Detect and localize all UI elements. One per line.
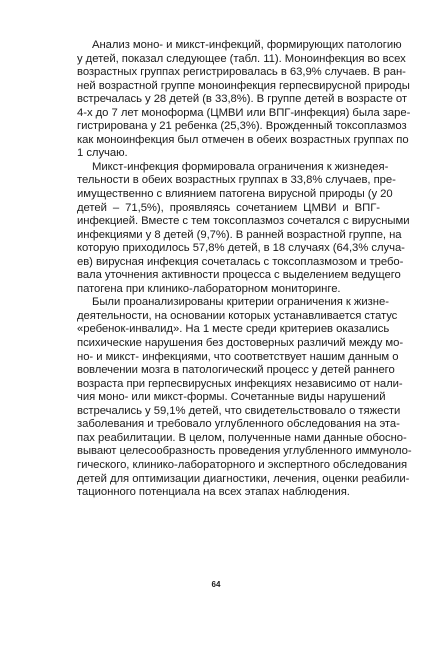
text-line: чия моно- или микст-формы. Сочетанные виды нарушений: [77, 391, 386, 404]
text-line: имущественно с влиянием патогена вирусной природы (у 20: [77, 188, 393, 201]
text-line: ней возрастной группе моноинфекция герпесвирусной природы: [77, 79, 410, 92]
text-line: встречались у 59,1% детей, что свидетельствовало о тяжести: [77, 404, 401, 417]
text-line: гистрирована у 21 ребенка (25,3%). Врожденный токсоплазмоз: [77, 120, 407, 133]
text-line: деятельности, на основании которых устанавливается статус: [77, 309, 398, 322]
paragraph: [77, 160, 410, 296]
text-line: гического, клинико-лабораторного и экспертного обследования: [77, 458, 408, 471]
text-line: возрастных группах регистрировалась в 63,9% случаев. В ран-: [77, 66, 406, 79]
text-line: инфекциями у 8 детей (9,7%). В ранней возрастной группе, на: [77, 228, 402, 241]
text-line: Анализ моно- и микст-инфекций, формирующих патологию: [92, 39, 402, 51]
text-line: детей для оптимизации диагностики, лечения, оценки реабили-: [77, 472, 410, 485]
text-line: ев) вирусная инфекция сочеталась с токсоплазмозом и требо-: [77, 255, 404, 268]
text-line: вывают целесообразность проведения углубленного иммуноло-: [77, 445, 412, 458]
text-line: Микст-инфекция формировала ограничения к жизнедея-: [92, 160, 389, 173]
text-line: как моноинфекция был отмечен в обеих возрастных группах по: [77, 133, 409, 146]
page-number: 64: [211, 580, 221, 589]
text-line: 4-х до 7 лет моноформа (ЦМВИ или ВПГ-инфекция) была заре-: [77, 106, 411, 119]
text-line: тационного потенциала на всех этапах наблюдения.: [77, 486, 350, 499]
text-line: инфекцией. Вместе с тем токсоплазмоз сочетался с вирусными: [77, 215, 410, 228]
text-line: но- и микст- инфекциями, что соответствует нашим данным о: [77, 350, 399, 363]
text-line: патогена при клинико-лабораторном мониторинге.: [77, 282, 341, 295]
text-line: вала уточнения активности процесса с выделением ведущего: [77, 269, 401, 282]
paragraph: [77, 39, 411, 161]
text-line: вовлечении мозга в патологический процесс у детей раннего: [77, 364, 395, 377]
text-line: заболевания и требовало углубленного обследования на эта-: [77, 418, 400, 431]
text-line: пах реабилитации. В целом, полученные нами данные обосно-: [77, 431, 407, 444]
text-line: «ребенок-инвалид». На 1 месте среди критериев оказались: [77, 323, 390, 336]
text-line: встречалась у 28 детей (в 33,8%). В группе детей в возрасте от: [77, 93, 408, 106]
text-line: детей – 71,5%), проявляясь сочетанием ЦМВИ и ВПГ-: [77, 201, 380, 214]
text-line: тельности в обеих возрастных группах в 33,8% случаев, пре-: [77, 174, 396, 187]
text-line: возраста при герпесвирусных инфекциях независимо от нали-: [77, 377, 403, 390]
text-line: которую приходилось 57,8% детей, в 18 случаях (64,3% случа-: [77, 242, 405, 255]
text-line: психические нарушения без достоверных различий между мо-: [77, 337, 404, 350]
text-line: у детей, показал следующее (табл. 11). Моноинфекция во всех: [77, 52, 406, 65]
text-line: Были проанализированы критерии ограничения к жизне-: [92, 296, 389, 309]
body-text: [77, 39, 412, 500]
paragraph: [77, 296, 412, 499]
text-line: 1 случаю.: [77, 147, 128, 160]
